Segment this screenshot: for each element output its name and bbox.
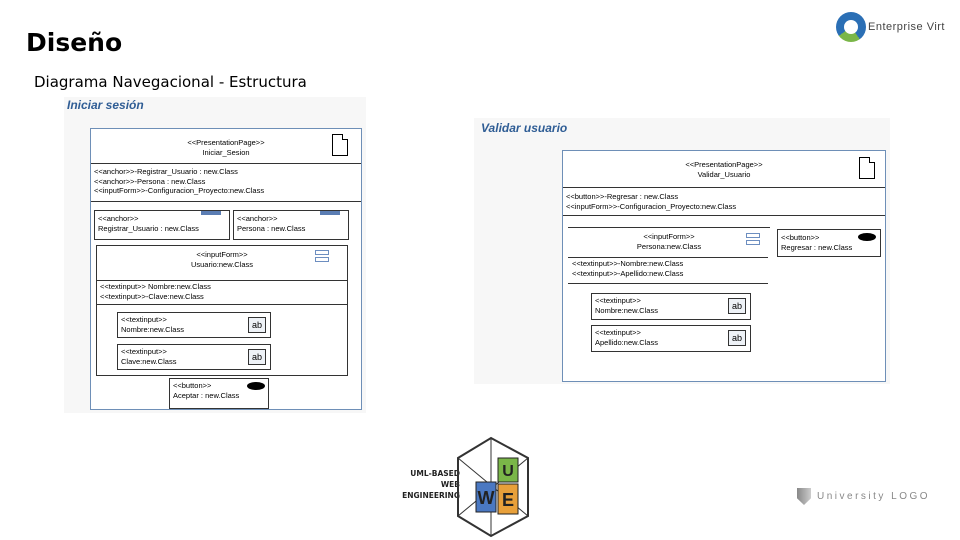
textbox-icon: ab xyxy=(248,349,266,365)
form-header xyxy=(568,227,770,255)
form-icon xyxy=(315,250,329,264)
stereotype-label: <<inputForm>> xyxy=(196,250,248,259)
presentation-page-frame xyxy=(90,128,362,410)
diagram-label: Validar usuario xyxy=(481,121,568,135)
class-name: Validar_Usuario xyxy=(697,169,751,179)
uwe-letter-e: E xyxy=(501,490,515,510)
divider xyxy=(568,257,768,258)
attribute: <<inputForm>>-Configuracion_Proyecto:new.Class xyxy=(94,186,265,195)
university-logo-text: University LOGO xyxy=(817,491,931,502)
attribute-list xyxy=(563,188,885,214)
stereotype-label: <<PresentationPage>> xyxy=(685,160,763,169)
divider xyxy=(91,201,361,202)
uwe-logo xyxy=(398,436,548,538)
stereotype-label: <<textinput>> xyxy=(121,347,167,356)
textinput-apellido xyxy=(591,325,751,352)
slide-title: Diseño xyxy=(26,28,123,57)
anchor-registrar xyxy=(94,210,230,240)
form-attribute-list xyxy=(100,282,211,301)
attribute: <<anchor>>-Persona : new.Class xyxy=(94,176,206,186)
form-icon xyxy=(746,233,760,247)
button-regresar xyxy=(777,229,881,257)
textinput-nombre xyxy=(117,312,271,338)
enterprise-logo-icon xyxy=(836,12,866,42)
presentation-page-frame xyxy=(562,150,886,382)
diagram-validar-usuario xyxy=(474,118,890,384)
stereotype-label: <<button>> xyxy=(173,381,212,390)
attribute-list xyxy=(91,164,361,200)
uwe-letter-u: U xyxy=(502,463,514,480)
attribute: <<inputForm>>-Configuracion_Proyecto:new.Class xyxy=(566,201,737,211)
input-form xyxy=(96,245,348,376)
diagram-iniciar-sesion xyxy=(64,97,366,413)
attribute: <<anchor>>-Registrar_Usuario : new.Class xyxy=(94,167,238,176)
textinput-clave xyxy=(117,344,271,370)
class-name: Iniciar_Sesion xyxy=(202,147,250,157)
class-name: Persona : new.Class xyxy=(237,223,306,233)
class-name: Aceptar : new.Class xyxy=(173,390,240,400)
page-icon xyxy=(859,157,875,179)
stereotype-label: <<anchor>> xyxy=(98,214,139,223)
page-header xyxy=(563,151,885,187)
class-name: Apellido:new.Class xyxy=(595,337,658,347)
uwe-letter-w: W xyxy=(477,488,495,508)
enterprise-logo xyxy=(836,10,946,46)
form-header xyxy=(97,246,347,272)
page-icon xyxy=(332,134,348,156)
divider xyxy=(97,280,347,281)
attribute: <<textinput>>-Apellido:new.Class xyxy=(572,268,684,278)
attribute: <<textinput>>-Clave:new.Class xyxy=(100,291,204,301)
stereotype-label: <<textinput>> xyxy=(121,315,167,324)
anchor-icon xyxy=(320,211,340,215)
slide-subtitle: Diagrama Navegacional - Estructura xyxy=(34,73,307,91)
stereotype-label: <<PresentationPage>> xyxy=(187,138,265,147)
class-name: Clave:new.Class xyxy=(121,356,177,366)
class-name: Persona:new.Class xyxy=(636,241,702,251)
class-name: Regresar : new.Class xyxy=(781,242,853,252)
class-name: Nombre:new.Class xyxy=(595,305,658,315)
page-header xyxy=(91,129,361,163)
button-aceptar xyxy=(169,378,269,409)
uwe-cube-icon xyxy=(454,436,544,538)
textinput-nombre xyxy=(591,293,751,320)
class-name: Registrar_Usuario : new.Class xyxy=(98,223,199,233)
anchor-icon xyxy=(201,211,221,215)
class-name: Nombre:new.Class xyxy=(121,324,184,334)
textbox-icon: ab xyxy=(728,298,746,314)
class-name: Usuario:new.Class xyxy=(190,259,254,269)
stereotype-label: <<anchor>> xyxy=(237,214,278,223)
attribute: <<textinput>> Nombre:new.Class xyxy=(100,282,211,291)
divider xyxy=(568,283,768,284)
form-attribute-list xyxy=(572,259,683,278)
uwe-line: ENGINEERING xyxy=(402,491,460,500)
textbox-icon: ab xyxy=(248,317,266,333)
divider xyxy=(563,215,885,216)
uwe-logo-text xyxy=(398,468,460,501)
stereotype-label: <<textinput>> xyxy=(595,328,641,337)
divider xyxy=(97,304,347,305)
textbox-icon: ab xyxy=(728,330,746,346)
enterprise-logo-text: Enterprise Virt xyxy=(868,21,945,33)
diagram-label: Iniciar sesión xyxy=(67,98,144,112)
attribute: <<textinput>>-Nombre:new.Class xyxy=(572,259,684,268)
stereotype-label: <<textinput>> xyxy=(595,296,641,305)
button-icon xyxy=(247,382,265,390)
uwe-line: UML-BASED xyxy=(410,469,460,478)
attribute: <<button>>-Regresar : new.Class xyxy=(566,192,679,201)
stereotype-label: <<inputForm>> xyxy=(643,232,695,241)
university-logo xyxy=(797,488,937,508)
uwe-line: WEB xyxy=(440,480,460,489)
button-icon xyxy=(858,233,876,241)
anchor-persona xyxy=(233,210,349,240)
stereotype-label: <<button>> xyxy=(781,233,820,242)
shield-icon xyxy=(797,488,811,505)
input-form xyxy=(568,227,770,359)
